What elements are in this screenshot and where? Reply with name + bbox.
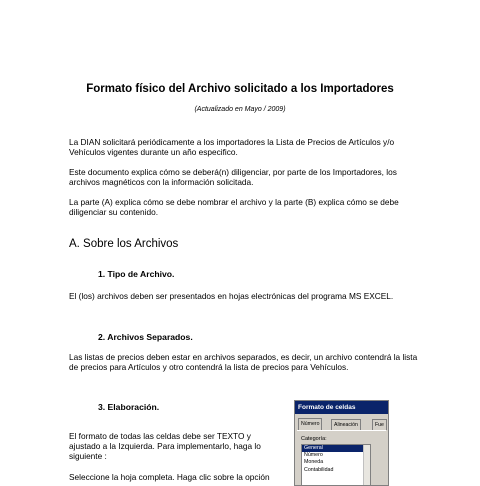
intro-paragraph-2: Este documento explica cómo se deberá(n) diligenciar, por parte de los Importadores, los archivos magnéticos con la información solicitada. (69, 167, 397, 187)
tab-alineacion: Alineación (331, 419, 361, 430)
subsection-2-text: Las listas de precios deben estar en archivos separados, es decir, un archivo contendrá la lista de precios para Artículos y otro contendrá la lista de precios para Vehículos. (69, 352, 418, 372)
category-item-moneda: Moneda (304, 459, 324, 466)
subsection-2-heading: 2. Archivos Separados. (98, 332, 193, 342)
intro-paragraph-3: La parte (A) explica cómo se debe nombrar el archivo y la parte (B) explica cómo se debe diligenciar su contenido. (69, 197, 399, 217)
dialog-title: Formato de celdas (295, 401, 388, 414)
subsection-3-text-1: El formato de todas las celdas debe ser TEXTO y ajustado a la Izquierda. Para implementarlo, haga lo siguiente : (69, 431, 261, 461)
subsection-1-heading: 1. Tipo de Archivo. (98, 269, 175, 279)
category-item-contabilidad: Contabilidad (304, 466, 334, 473)
category-label: Categoría: (301, 436, 327, 442)
format-cells-dialog-screenshot (294, 400, 389, 486)
dialog-panel (297, 430, 386, 485)
intro-paragraph-1: La DIAN solicitará periódicamente a los importadores la Lista de Precios de Artículos y/o Vehículos vigentes durante un año especifico. (69, 137, 395, 157)
dialog-tabs (295, 419, 388, 430)
subsection-3-text-2: Seleccione la hoja completa. Haga clic sobre la opción (69, 472, 270, 482)
section-a-heading: A. Sobre los Archivos (69, 238, 179, 250)
tab-numero: Número (298, 418, 322, 430)
document-title: Formato físico del Archivo solicitado a los Importadores (86, 83, 394, 95)
subsection-1-text: El (los) archivos deben ser presentados en hojas electrónicas del programa MS EXCEL. (69, 291, 394, 301)
document-subtitle: (Actualizado en Mayo / 2009) (194, 106, 286, 113)
subsection-3-heading: 3. Elaboración. (98, 402, 160, 412)
category-item-general: General (302, 445, 370, 452)
category-item-numero: Número (304, 452, 323, 459)
tab-fuente: Fue (372, 419, 387, 430)
